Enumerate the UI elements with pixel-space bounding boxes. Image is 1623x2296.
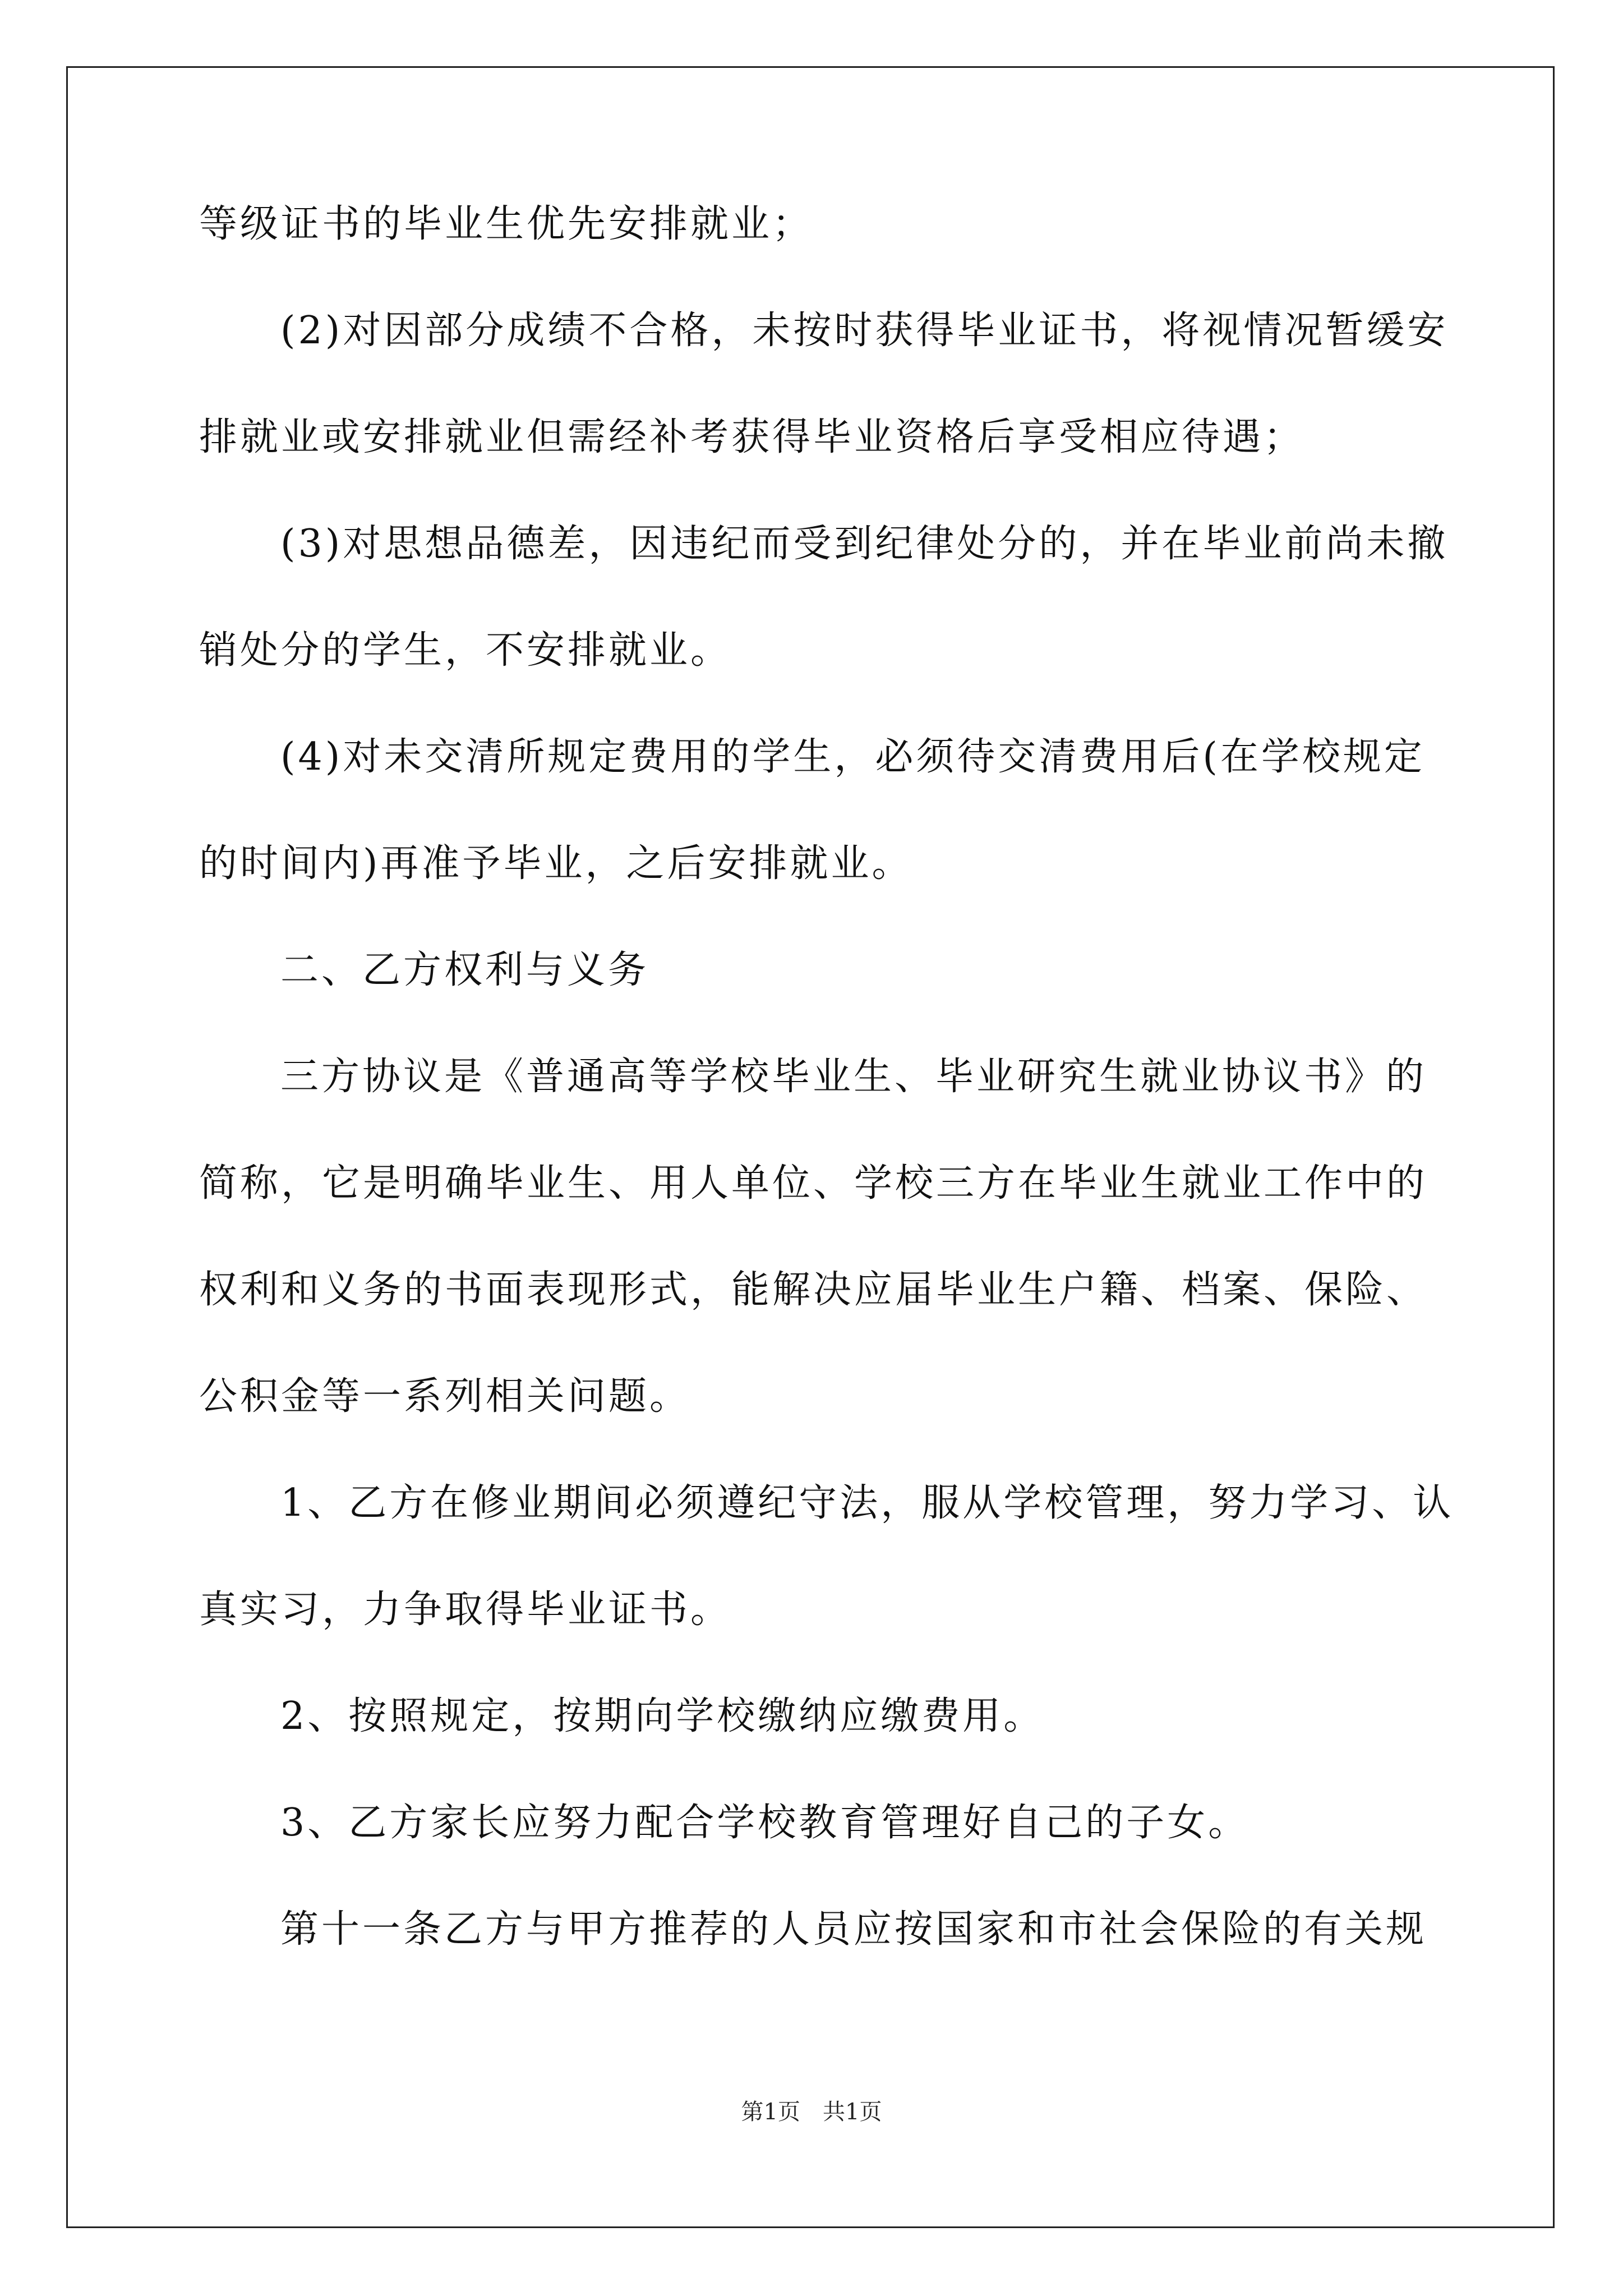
text-line-14: 真实习，力争取得毕业证书。 <box>199 1588 732 1632</box>
text-line-13: 1、乙方在修业期间必须遵纪守法，服从学校管理，努力学习、认 <box>280 1481 1454 1525</box>
text-line-15: 2、按照规定，按期向学校缴纳应缴费用。 <box>280 1694 1045 1738</box>
section-heading: 二、乙方权利与义务 <box>280 948 649 992</box>
text-line-9: 三方协议是《普通高等学校毕业生、毕业研究生就业协议书》的 <box>280 1055 1427 1099</box>
text-line-12: 公积金等一系列相关问题。 <box>199 1374 691 1419</box>
page-footer: 第1页 共1页 <box>741 2099 882 2125</box>
text-line-17: 第十一条乙方与甲方推荐的人员应按国家和市社会保险的有关规 <box>280 1907 1427 1952</box>
text-line-6: (4)对未交清所规定费用的学生，必须待交清费用后(在学校规定 <box>280 735 1425 779</box>
text-line-3: 排就业或安排就业但需经补考获得毕业资格后享受相应待遇； <box>199 415 1305 459</box>
text-line-11: 权利和义务的书面表现形式，能解决应届毕业生户籍、档案、保险、 <box>199 1268 1428 1312</box>
text-line-10: 简称，它是明确毕业生、用人单位、学校三方在毕业生就业工作中的 <box>199 1161 1428 1205</box>
text-line-5: 销处分的学生，不安排就业。 <box>199 628 732 673</box>
page-border <box>66 66 1555 2228</box>
text-line-4: (3)对思想品德差，因违纪而受到纪律处分的，并在毕业前尚未撤 <box>280 522 1449 566</box>
text-line-16: 3、乙方家长应努力配合学校教育管理好自己的子女。 <box>280 1801 1249 1845</box>
text-line-2: (2)对因部分成绩不合格，未按时获得毕业证书，将视情况暂缓安 <box>280 309 1449 353</box>
text-line-1: 等级证书的毕业生优先安排就业； <box>199 202 814 246</box>
text-line-7: 的时间内)再准予毕业，之后安排就业。 <box>199 841 913 886</box>
